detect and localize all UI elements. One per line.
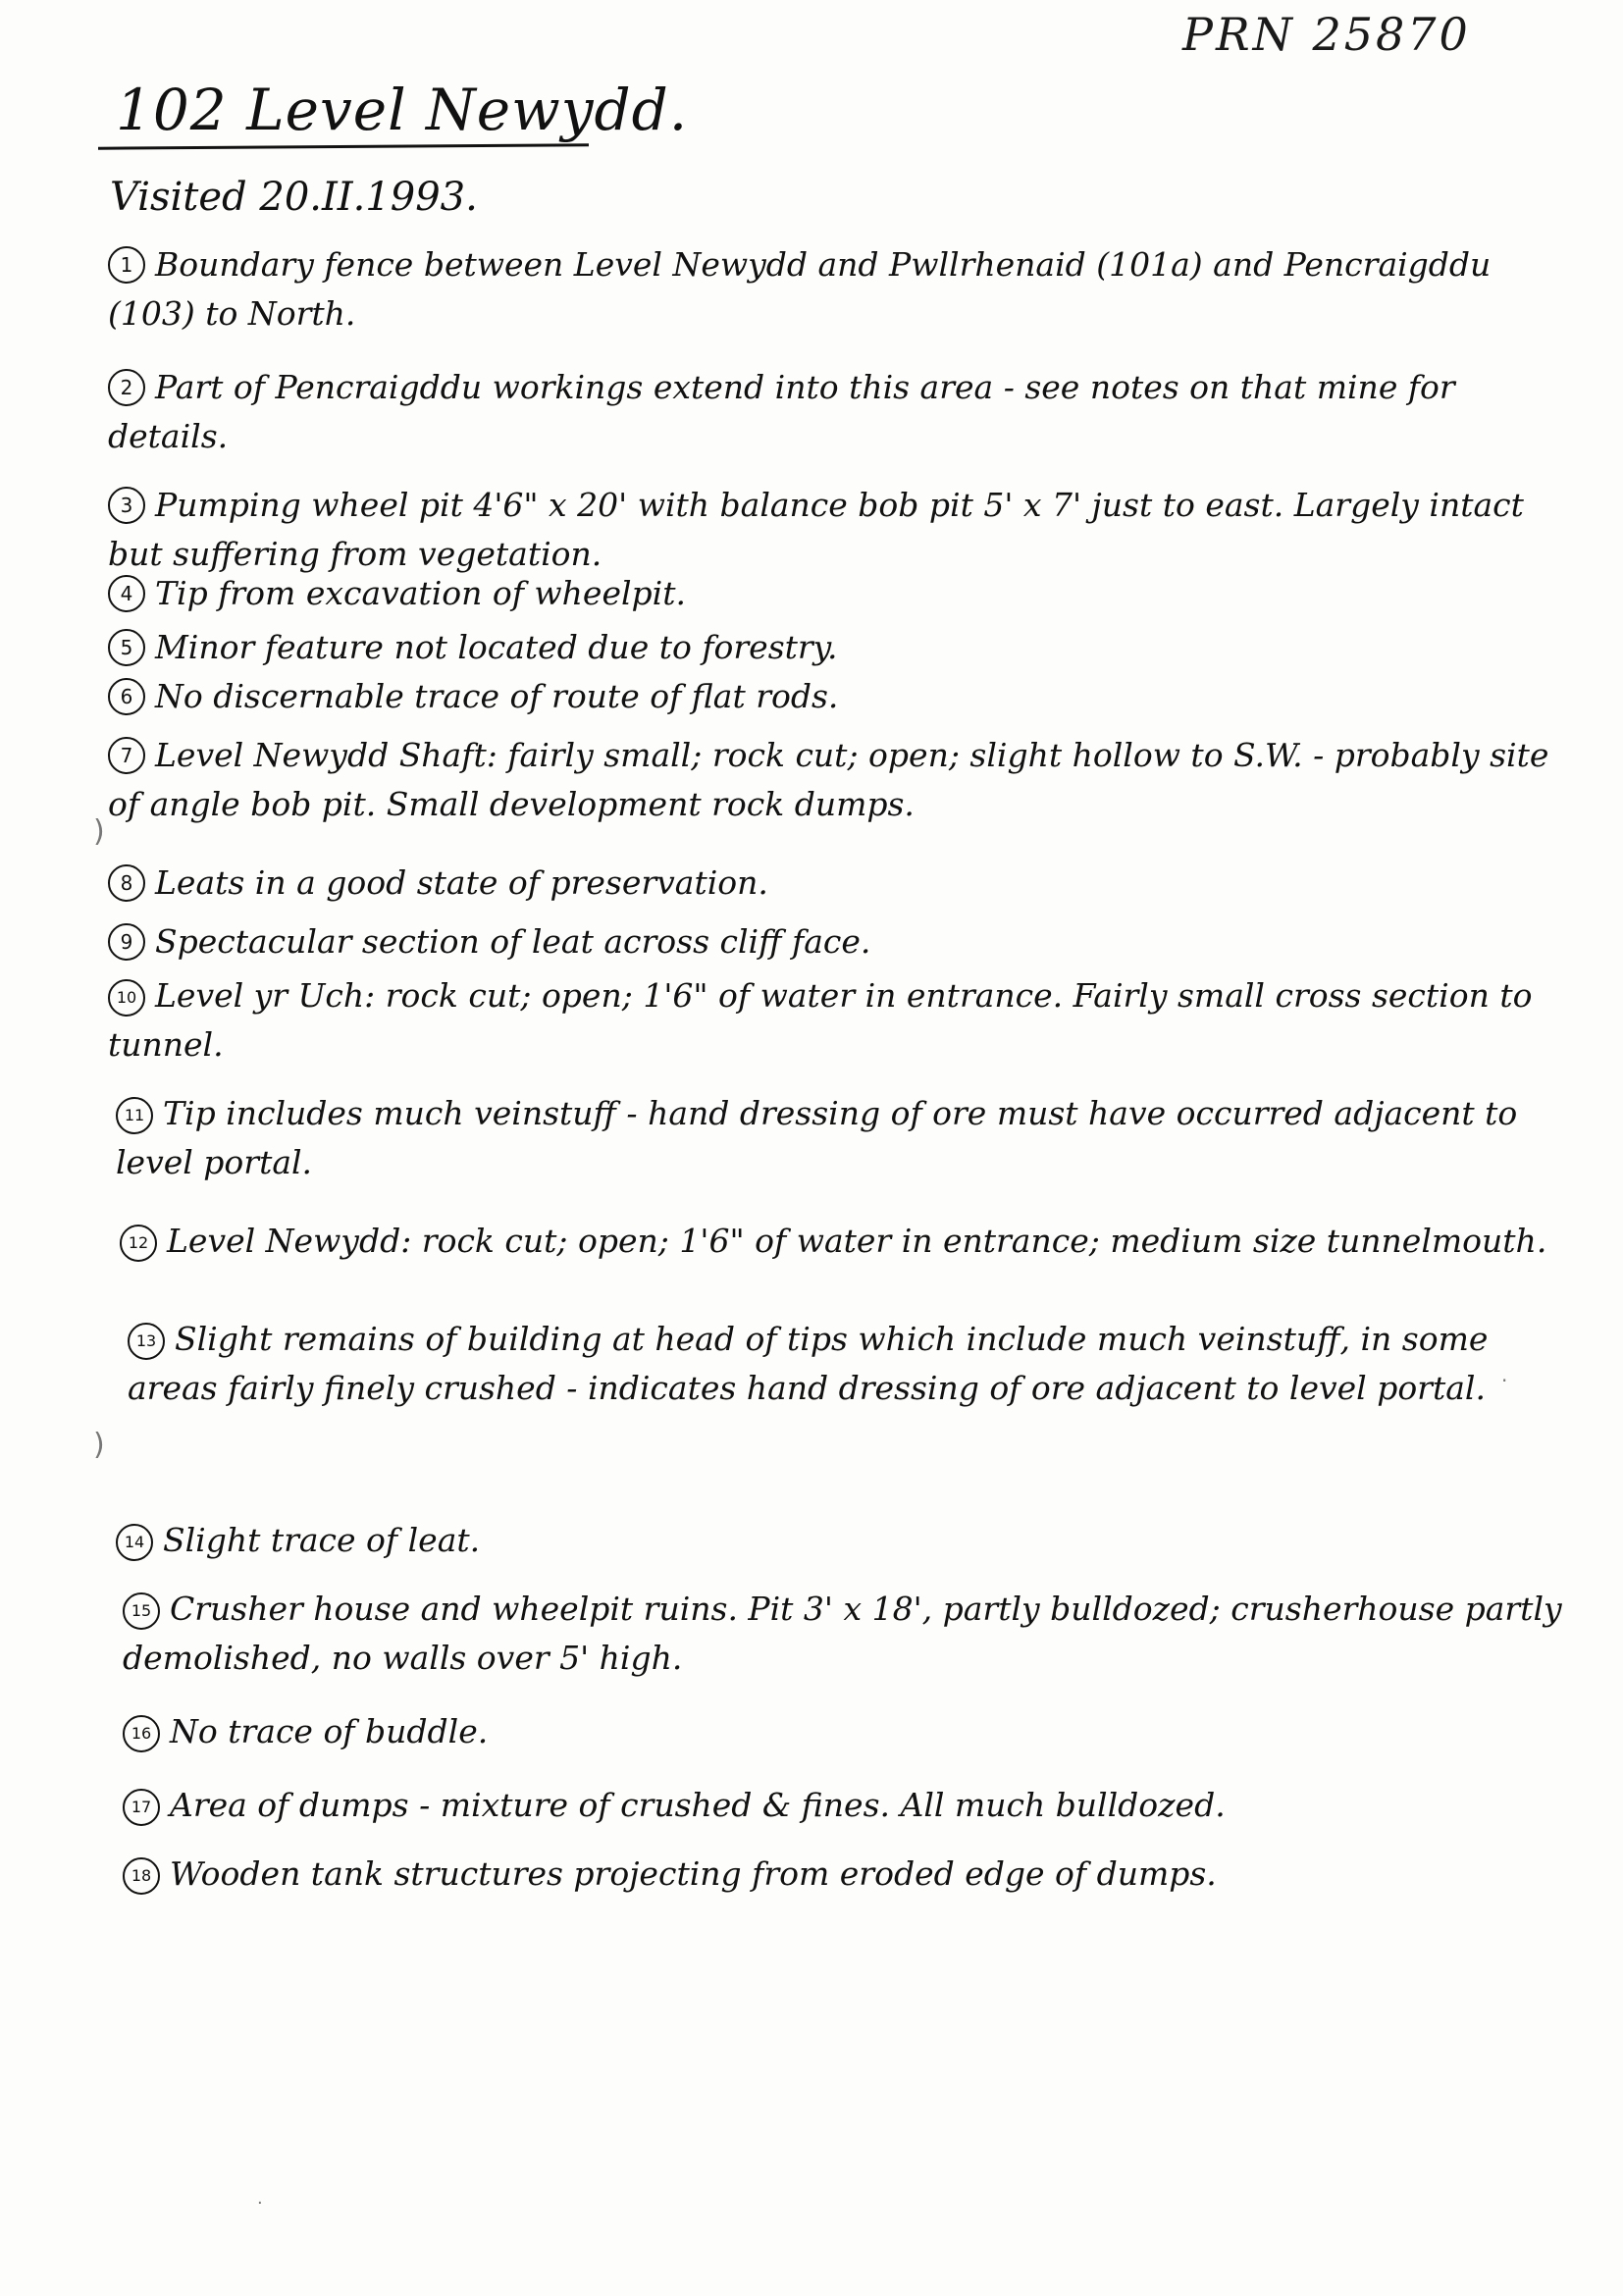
note-item (123, 1781, 1575, 1830)
page-title: 102 Level Newydd. (116, 77, 689, 143)
note-text: Spectacular section of leat across cliff face. (155, 922, 871, 961)
note-text: Slight remains of building at head of tips which include much veinstuff, in some areas fairly finely crushed - indicates hand dressing of ore adjacent to level portal. (128, 1320, 1489, 1407)
scan-mark: ) (93, 1428, 105, 1462)
note-text: Crusher house and wheelpit ruins. Pit 3' x 18', partly bulldozed; crusherhouse partly demolished, no walls over 5' high. (123, 1590, 1562, 1677)
note-text: Area of dumps - mixture of crushed & fines. All much bulldozed. (170, 1786, 1226, 1824)
note-text: Slight trace of leat. (163, 1521, 481, 1559)
note-item (108, 917, 1560, 966)
scan-mark: ) (93, 814, 105, 849)
note-number: 8 (108, 864, 145, 902)
note-item (108, 859, 1560, 908)
note-text: Pumping wheel pit 4'6" x 20' with balance bob pit 5' x 7' just to east. Largely intact but suffering from vegetation. (108, 486, 1524, 573)
note-number: 1 (108, 246, 145, 284)
note-text: Tip from excavation of wheelpit. (155, 574, 686, 612)
note-number: 12 (120, 1225, 157, 1262)
note-text: Leats in a good state of preservation. (155, 863, 768, 902)
note-number: 9 (108, 923, 145, 961)
note-number: 2 (108, 369, 145, 406)
reference-number: PRN 25870 (1182, 8, 1471, 61)
note-item (108, 481, 1560, 579)
note-item (116, 1516, 1568, 1565)
note-text: Level Newydd: rock cut; open; 1'6" of water in entrance; medium size tunnelmouth. (167, 1222, 1547, 1260)
note-number: 13 (128, 1323, 165, 1360)
note-text: Level yr Uch: rock cut; open; 1'6" of water in entrance. Fairly small cross section to tunnel. (108, 976, 1533, 1064)
note-item (128, 1315, 1580, 1413)
note-number: 18 (123, 1857, 160, 1895)
note-number: 10 (108, 979, 145, 1017)
note-number: 6 (108, 678, 145, 715)
title-underline (98, 143, 589, 149)
note-number: 11 (116, 1097, 153, 1134)
note-item (108, 971, 1560, 1070)
note-item (108, 363, 1560, 461)
note-item (108, 240, 1560, 339)
note-text: No discernable trace of route of flat rods. (155, 677, 839, 715)
note-item (108, 623, 1560, 672)
note-item (108, 672, 1560, 721)
note-text: Wooden tank structures projecting from eroded edge of dumps. (170, 1854, 1217, 1893)
scan-dot: · (1501, 1369, 1508, 1392)
note-item (108, 569, 1560, 618)
note-text: Level Newydd Shaft: fairly small; rock cut; open; slight hollow to S.W. - probably site of angle bob pit. Small development rock dumps. (108, 736, 1549, 823)
note-text: Minor feature not located due to forestry. (155, 628, 838, 666)
note-item (123, 1585, 1575, 1683)
note-number: 16 (123, 1715, 160, 1752)
note-item (116, 1089, 1568, 1187)
note-item (120, 1217, 1572, 1266)
visit-date: Visited 20.II.1993. (110, 175, 478, 220)
scan-dot: · (257, 2193, 263, 2214)
note-number: 4 (108, 575, 145, 612)
note-number: 14 (116, 1524, 153, 1561)
note-text: Tip includes much veinstuff - hand dressing of ore must have occurred adjacent to level portal. (116, 1094, 1518, 1181)
note-item (108, 731, 1560, 829)
note-number: 17 (123, 1789, 160, 1826)
note-item (123, 1707, 1575, 1756)
note-number: 3 (108, 487, 145, 524)
note-text: Boundary fence between Level Newydd and Pwllrhenaid (101a) and Pencraigddu (103) to North. (108, 245, 1492, 333)
note-number: 15 (123, 1592, 160, 1630)
note-number: 7 (108, 737, 145, 774)
note-text: Part of Pencraigddu workings extend into this area - see notes on that mine for details. (108, 368, 1455, 455)
note-text: No trace of buddle. (170, 1712, 489, 1750)
note-item (123, 1850, 1575, 1899)
note-number: 5 (108, 629, 145, 666)
